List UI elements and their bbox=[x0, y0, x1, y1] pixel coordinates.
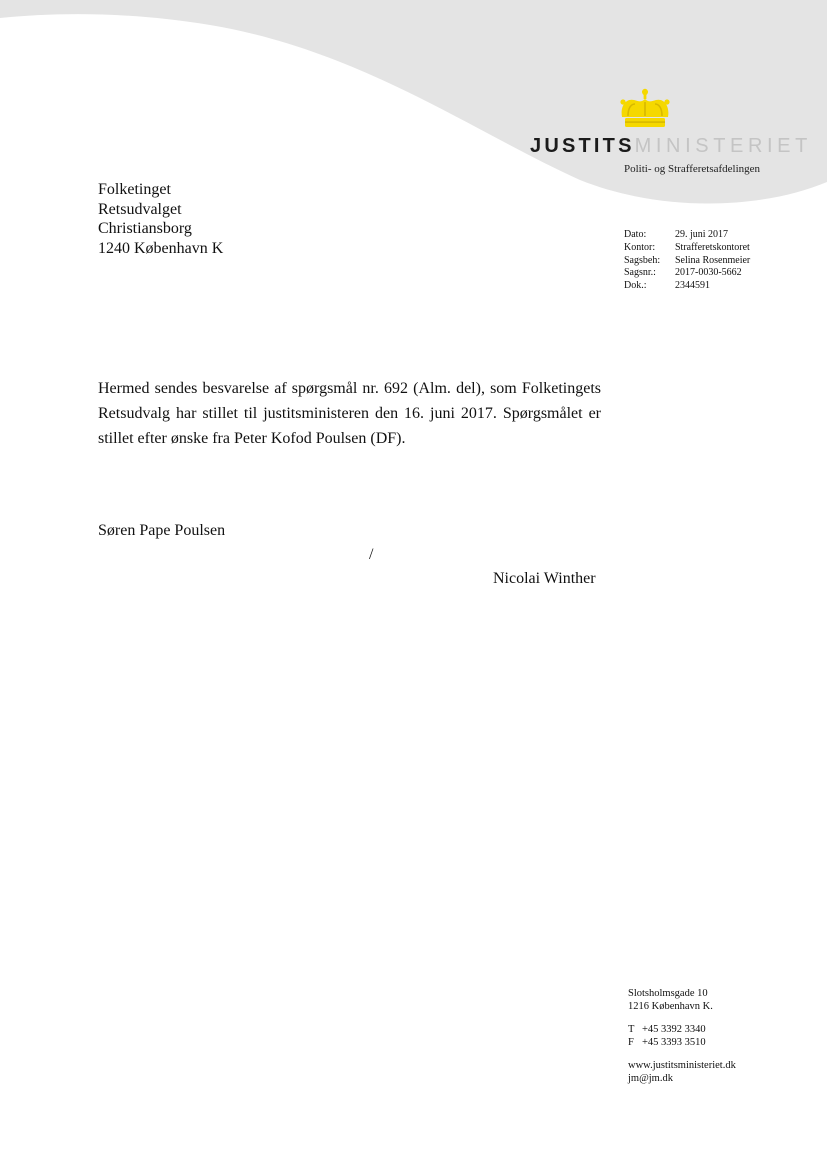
ministry-wordmark bbox=[530, 134, 812, 158]
meta-value: 2017-0030-5662 bbox=[675, 267, 742, 279]
fax-number: +45 3393 3510 bbox=[642, 1037, 706, 1048]
meta-value: Selina Rosenmeier bbox=[675, 254, 751, 266]
meta-label: Sagsbeh: bbox=[624, 254, 661, 266]
wordmark-light: MINISTERIET bbox=[634, 135, 812, 157]
recipient-address bbox=[98, 180, 223, 258]
signer-minister: Søren Pape Poulsen bbox=[98, 522, 226, 539]
meta-label: Dok.: bbox=[624, 280, 647, 292]
meta-value: 2344591 bbox=[675, 280, 710, 292]
footer-contact bbox=[628, 987, 736, 1085]
wordmark-bold: JUSTITS bbox=[530, 135, 635, 157]
footer-fax bbox=[628, 1036, 736, 1049]
meta-row-office bbox=[624, 242, 750, 255]
recipient-line: 1240 København K bbox=[98, 239, 224, 257]
meta-label: Dato: bbox=[624, 229, 647, 240]
signature-separator: / bbox=[369, 546, 374, 563]
meta-label: Kontor: bbox=[624, 241, 656, 253]
footer-website-link[interactable]: www.justitsministeriet.dk bbox=[628, 1060, 736, 1071]
phone-number: +45 3392 3340 bbox=[642, 1024, 706, 1035]
meta-row-date bbox=[624, 229, 750, 242]
meta-label: Sagsnr.: bbox=[624, 267, 656, 279]
recipient-line: Retsudvalget bbox=[98, 200, 182, 218]
signer-official: Nicolai Winther bbox=[493, 570, 596, 587]
footer-address-line: Slotsholmsgade 10 bbox=[628, 988, 708, 999]
meta-value: Strafferetskontoret bbox=[675, 241, 750, 253]
footer-address-line: 1216 København K. bbox=[628, 1001, 713, 1012]
recipient-line: Folketinget bbox=[98, 181, 171, 198]
case-metadata bbox=[624, 229, 750, 293]
meta-row-document bbox=[624, 280, 750, 293]
letter-body: Hermed sendes besvarelse af spørgsmål nr. 692 (Alm. del), som Folketingets Retsudvalg har stillet til justitsministeren den 16. juni 2017. Spørgsmålet er stillet efter ønske fra Peter Kofod Poulsen (DF). bbox=[98, 380, 601, 447]
meta-row-case-number bbox=[624, 267, 750, 280]
meta-value: 29. juni 2017 bbox=[675, 229, 729, 240]
footer-phone bbox=[628, 1023, 736, 1036]
crown-icon bbox=[617, 84, 673, 130]
department-name: Politi- og Strafferetsafdelingen bbox=[624, 163, 761, 175]
recipient-line: Christiansborg bbox=[98, 220, 192, 237]
phone-label: T bbox=[628, 1024, 635, 1035]
fax-label: F bbox=[628, 1037, 634, 1048]
footer-email-link[interactable]: jm@jm.dk bbox=[628, 1073, 673, 1084]
meta-row-handler bbox=[624, 255, 750, 268]
